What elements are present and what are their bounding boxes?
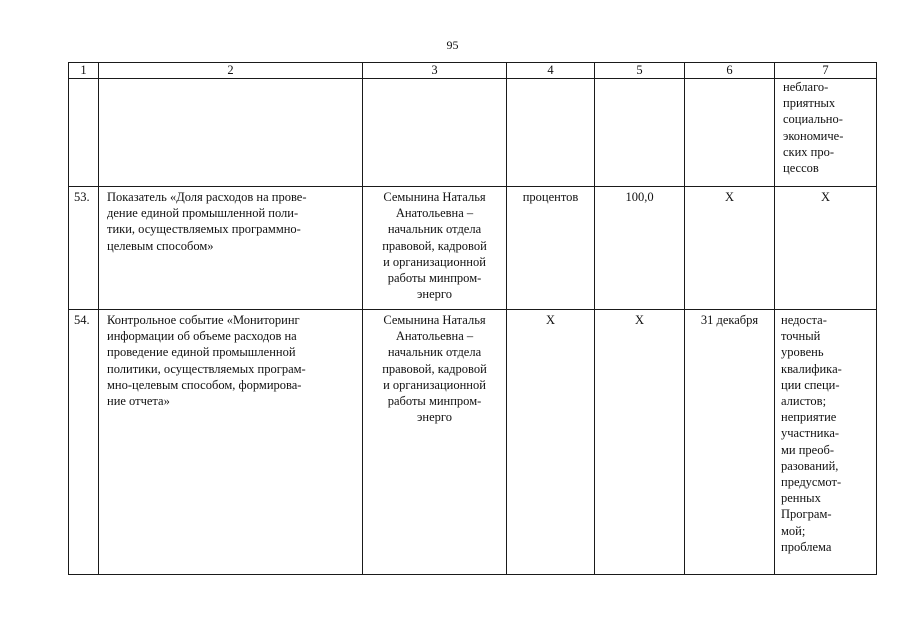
cell-value: 100,0 xyxy=(595,187,685,310)
header-col-5: 5 xyxy=(595,63,685,79)
table-row xyxy=(69,310,877,575)
cell-value: Х xyxy=(595,310,685,575)
cell-responsible: Семынина Наталья Анатольевна – начальник отдела правовой, кадровой и организационной работы минпром- энерго xyxy=(363,310,507,575)
cell-deadline: 31 декабря xyxy=(685,310,775,575)
cell-risk: недоста- точный уровень квалифика- ции специ- алистов; неприятие участника- ми преоб- разований, предусмот- ренных Програм- мой; проблема xyxy=(775,310,877,575)
header-row xyxy=(69,63,877,79)
cell-empty xyxy=(685,79,775,187)
header-col-7: 7 xyxy=(775,63,877,79)
header-col-2: 2 xyxy=(99,63,363,79)
page-number: 95 xyxy=(446,38,459,52)
header-col-3: 3 xyxy=(363,63,507,79)
cell-description: Контрольное событие «Мониторинг информации об объеме расходов на проведение единой промышленной политики, осуществляемых програм- мно-целевым способом, формирова- ние отчета» xyxy=(99,310,363,575)
cell-row-number: 53. xyxy=(69,187,99,310)
cell-description: Показатель «Доля расходов на прове- дение единой промышленной поли- тики, осуществляемых программно- целевым способом» xyxy=(99,187,363,310)
cell-unit: Х xyxy=(507,310,595,575)
cell-empty xyxy=(363,79,507,187)
cell-unit: процентов xyxy=(507,187,595,310)
header-col-1: 1 xyxy=(69,63,99,79)
cell-risk: неблаго- приятных социально- экономиче- ских про- цессов xyxy=(775,79,877,187)
document-table xyxy=(68,62,877,575)
cell-empty xyxy=(595,79,685,187)
cell-deadline: Х xyxy=(685,187,775,310)
header-col-4: 4 xyxy=(507,63,595,79)
cell-empty xyxy=(507,79,595,187)
cell-risk: Х xyxy=(775,187,877,310)
table-row xyxy=(69,187,877,310)
table-body xyxy=(69,79,877,575)
cell-row-number: 54. xyxy=(69,310,99,575)
cell-empty xyxy=(69,79,99,187)
cell-responsible: Семынина Наталья Анатольевна – начальник отдела правовой, кадровой и организационной работы минпром- энерго xyxy=(363,187,507,310)
cell-empty xyxy=(99,79,363,187)
header-col-6: 6 xyxy=(685,63,775,79)
table-row-continuation xyxy=(69,79,877,187)
table-header xyxy=(69,63,877,79)
